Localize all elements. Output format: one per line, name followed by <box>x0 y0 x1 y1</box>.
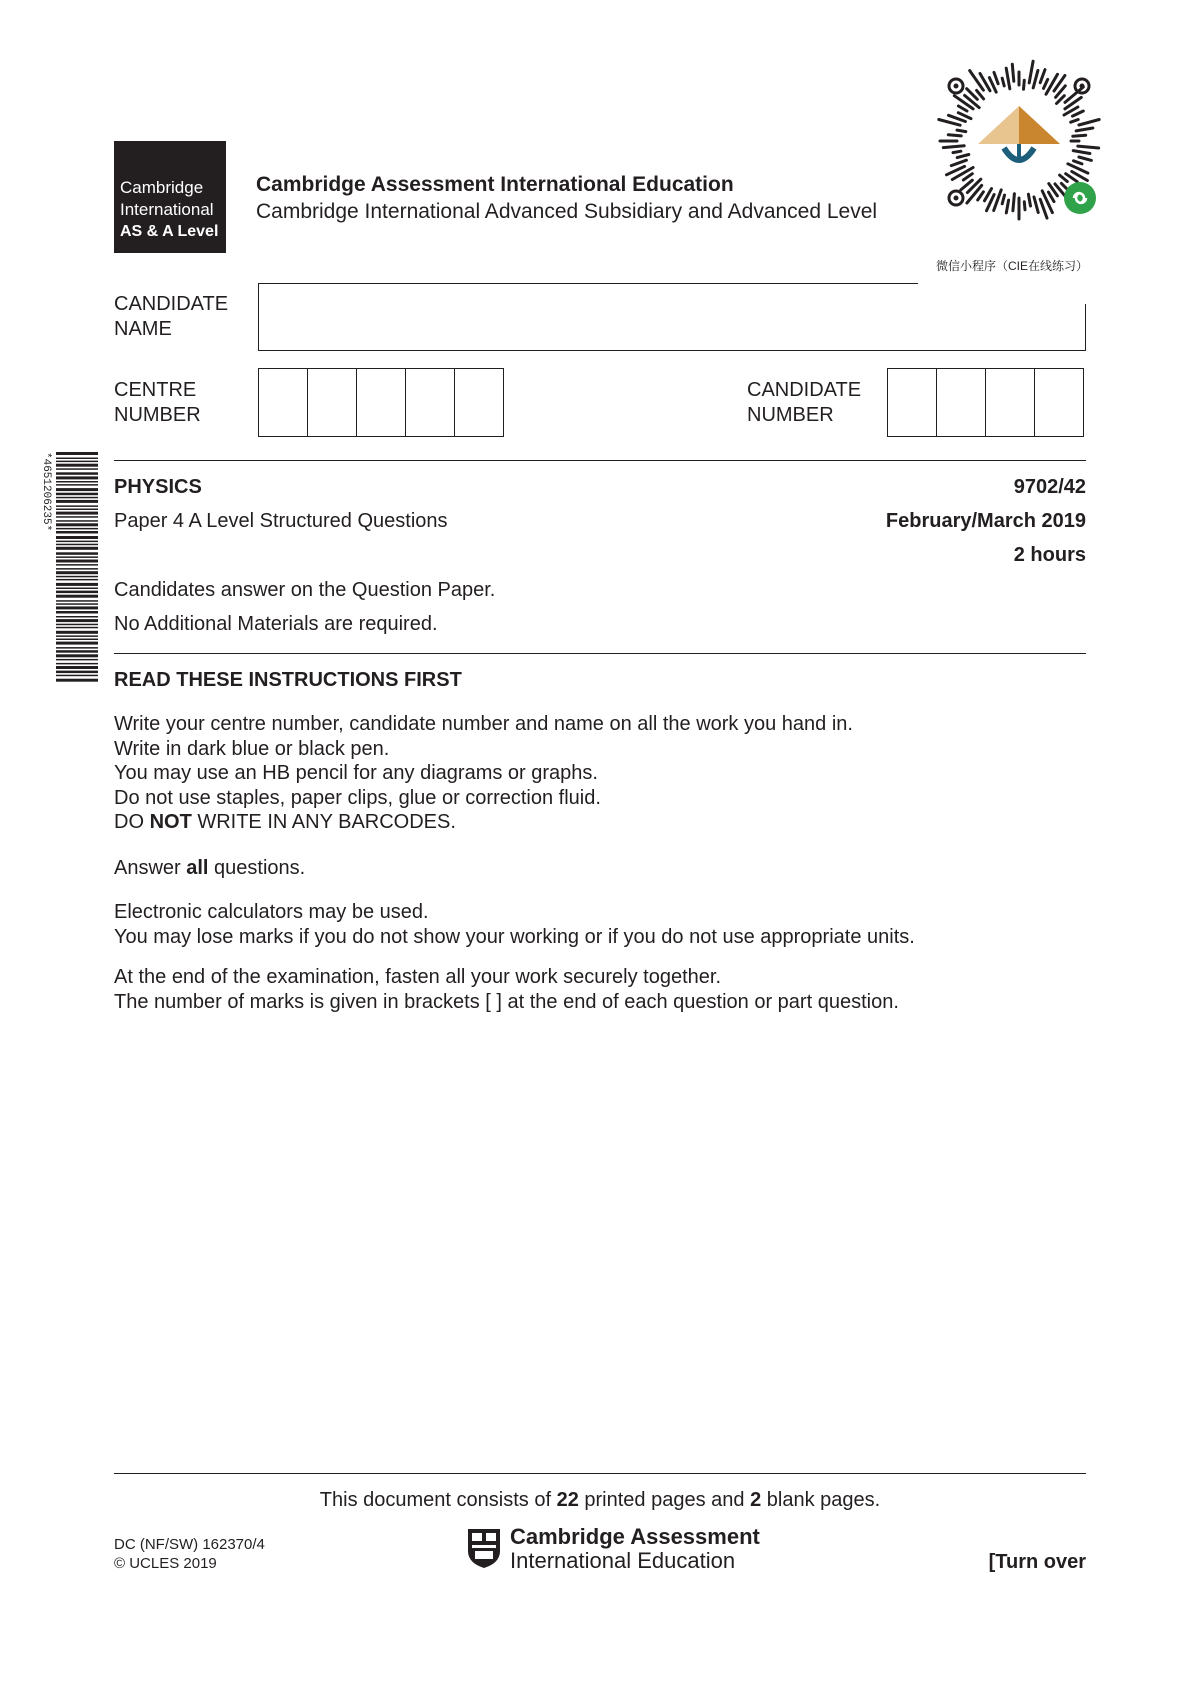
barcode-bar <box>56 461 98 463</box>
qr-ray <box>951 160 966 165</box>
barcode-bar <box>56 675 98 677</box>
qr-ray <box>1073 151 1090 154</box>
exam-session: February/March 2019 <box>885 510 1086 532</box>
qr-ray <box>1076 128 1093 131</box>
qr-ray <box>1079 120 1099 126</box>
candidate-number-label: CANDIDATE NUMBER <box>747 379 862 426</box>
qr-ray <box>1013 194 1015 211</box>
qr-ray <box>1028 194 1030 206</box>
crest-icon <box>466 1527 502 1569</box>
centre-digit-box[interactable] <box>356 368 406 437</box>
barcode-bar <box>56 556 98 558</box>
barcode-bar <box>56 472 98 475</box>
bottom-logo-line-2: International Education <box>510 1548 736 1573</box>
barcode-bar <box>56 588 98 590</box>
page-count-note: This document consists of 22 printed pages and 2 blank pages. <box>319 1489 881 1511</box>
barcode-bar <box>56 523 98 526</box>
barcode-bar <box>56 635 98 637</box>
barcode-bar <box>56 591 98 594</box>
qr-ray <box>1049 192 1055 202</box>
barcode-bar <box>56 627 98 629</box>
barcode-bar <box>56 666 98 669</box>
barcode-bar <box>56 600 98 602</box>
divider <box>114 460 1086 461</box>
barcode-bar <box>56 647 98 649</box>
barcode-bar <box>56 536 98 539</box>
barcode-bar <box>56 505 98 507</box>
qr-ray <box>948 135 961 136</box>
centre-digit-box[interactable] <box>307 368 357 437</box>
candidate-digit-box[interactable] <box>887 368 937 437</box>
barcode-bar <box>56 544 98 546</box>
qr-ray <box>957 155 969 158</box>
instructions-block-3 <box>114 900 915 949</box>
instruction-line: You may use an HB pencil for any diagrams or graphs. <box>114 762 598 784</box>
qr-ray <box>1065 87 1083 102</box>
qr-ray <box>954 96 973 109</box>
qr-ray <box>1034 197 1038 213</box>
candidate-digit-box[interactable] <box>936 368 986 437</box>
barcode-bar <box>56 520 98 522</box>
qr-ray <box>1040 70 1045 83</box>
candidate-number-boxes[interactable] <box>887 368 1084 437</box>
barcode-bar <box>56 528 98 530</box>
qr-ray <box>963 174 972 180</box>
qr-ray <box>943 146 964 148</box>
barcode-bar <box>56 552 98 555</box>
barcode-bar <box>56 579 98 581</box>
barcode-bar <box>56 606 98 609</box>
candidate-barcode <box>42 452 98 684</box>
barcode-bar <box>56 458 98 460</box>
qr-ray <box>1060 175 1068 181</box>
candidate-digit-box[interactable] <box>1034 368 1084 437</box>
instruction-line: Electronic calculators may be used. <box>114 901 429 923</box>
paper-title: Paper 4 A Level Structured Questions <box>114 510 448 532</box>
qr-ray <box>1074 161 1083 164</box>
exam-board-name: Cambridge Assessment International Education <box>256 173 734 196</box>
answer-note: Candidates answer on the Question Paper. <box>114 579 496 601</box>
instructions-block-1 <box>114 712 853 835</box>
qr-ray <box>958 106 967 111</box>
barcode-bar <box>56 541 98 543</box>
barcode-bar <box>56 603 98 605</box>
qr-ray <box>939 120 960 126</box>
logo-line-2: International <box>120 200 214 219</box>
centre-digit-box[interactable] <box>454 368 504 437</box>
qr-ray <box>1071 120 1079 123</box>
candidate-digit-box[interactable] <box>985 368 1035 437</box>
barcode-bar <box>56 493 98 496</box>
barcode-bar <box>56 464 98 467</box>
barcode-bar <box>56 531 98 534</box>
copyright: © UCLES 2019 <box>114 1555 217 1572</box>
instructions-heading: READ THESE INSTRUCTIONS FIRST <box>114 669 462 691</box>
cambridge-international-logo <box>114 141 226 253</box>
qr-ray <box>994 72 998 83</box>
barcode-bar <box>56 568 98 570</box>
doc-code: DC (NF/SW) 162370/4 <box>114 1536 265 1553</box>
barcode-bar <box>56 509 98 511</box>
barcode-bar <box>56 571 98 574</box>
qr-ray <box>1033 71 1038 88</box>
instruction-line: You may lose marks if you do not show your working or if you do not use appropriate units. <box>114 925 915 948</box>
barcode-bar <box>56 560 98 563</box>
qr-ray <box>1002 78 1004 86</box>
instructions-block-4 <box>114 965 899 1014</box>
instruction-line: Write in dark blue or black pen. <box>114 737 390 760</box>
barcode-bar <box>56 679 98 682</box>
qr-ray <box>1044 79 1048 88</box>
answer-all-instruction: Answer all questions. <box>114 857 306 879</box>
barcode-bar <box>56 481 98 483</box>
qr-caption: 微信小程序（CIE在线练习） <box>936 259 1089 273</box>
barcode-warning: DO NOT WRITE IN ANY BARCODES. <box>114 811 456 833</box>
barcode-bar <box>56 468 98 470</box>
centre-digit-box[interactable] <box>405 368 455 437</box>
barcode-bar <box>56 631 98 634</box>
instruction-line: The number of marks is given in brackets [ ] at the end of each question or part question. <box>114 990 899 1013</box>
qualification-name: Cambridge International Advanced Subsidiary and Advanced Level <box>256 200 878 223</box>
bottom-logo-line-1: Cambridge Assessment <box>510 1524 760 1549</box>
name-box-notch <box>918 276 1090 304</box>
qr-ray <box>1046 74 1058 94</box>
qr-ray <box>967 185 982 203</box>
qr-ray <box>1073 111 1084 116</box>
barcode-bar <box>56 497 98 499</box>
turn-over: [Turn over <box>988 1551 1086 1573</box>
qr-ray <box>1002 195 1004 204</box>
barcode-bar <box>56 616 98 618</box>
centre-number-boxes[interactable] <box>258 368 504 437</box>
barcode-bar <box>56 659 98 661</box>
footer-divider <box>114 1473 1086 1474</box>
barcode-bar <box>56 650 98 653</box>
barcode-bar <box>56 547 98 550</box>
barcode-bar <box>56 595 98 598</box>
logo-line-3: AS & A Level <box>120 223 219 240</box>
logo-line-1: Cambridge <box>120 178 204 197</box>
subject: PHYSICS <box>114 476 202 498</box>
syllabus-code: 9702/42 <box>1013 476 1086 498</box>
qr-ray <box>958 113 971 119</box>
qr-ray <box>1079 157 1092 160</box>
qr-ray <box>957 130 966 132</box>
barcode-bar <box>56 654 98 657</box>
barcode-bar <box>56 611 98 614</box>
qr-ray <box>978 192 984 200</box>
mini-program-qr-icon <box>926 48 1112 234</box>
centre-digit-box[interactable] <box>258 368 308 437</box>
barcode-bar <box>56 639 98 641</box>
barcode-bar <box>56 671 98 674</box>
barcode-bar <box>56 500 98 503</box>
document-reference <box>114 1535 265 1573</box>
barcode-bar <box>56 512 98 515</box>
barcode-bar <box>56 564 98 566</box>
qr-ray <box>1078 146 1099 148</box>
qr-ray <box>1024 202 1025 210</box>
barcode-bar <box>56 663 98 665</box>
instruction-line: Do not use staples, paper clips, glue or correction fluid. <box>114 786 601 809</box>
qr-ray <box>953 151 961 152</box>
barcode-bar <box>56 619 98 622</box>
materials-note: No Additional Materials are required. <box>114 613 438 635</box>
barcode-bar <box>56 452 98 455</box>
qr-ray <box>1006 200 1008 213</box>
barcode-bar <box>56 642 98 645</box>
name-box-top-edge <box>258 283 918 284</box>
barcode-digits: *4651206235* <box>40 452 52 532</box>
barcode-bar <box>56 488 98 491</box>
qr-ray <box>1024 80 1025 89</box>
qr-ray <box>1006 68 1010 89</box>
qr-ray <box>1012 64 1014 81</box>
candidate-name-label: CANDIDATE NAME <box>114 293 229 340</box>
qr-ray <box>1073 135 1086 136</box>
barcode-bar <box>56 516 98 518</box>
barcode-bar <box>56 624 98 626</box>
instruction-line: At the end of the examination, fasten all your work securely together. <box>114 966 722 988</box>
barcode-bar <box>56 484 98 486</box>
qr-ray <box>994 190 1002 211</box>
exam-duration: 2 hours <box>1013 544 1086 566</box>
instruction-line: Write your centre number, candidate number and name on all the work you hand in. <box>114 713 853 735</box>
divider <box>114 653 1086 654</box>
barcode-bar <box>56 476 98 479</box>
barcode-bar <box>56 576 98 578</box>
qr-ray <box>1029 61 1033 83</box>
centre-number-label: CENTRE NUMBER <box>114 379 201 426</box>
barcode-bar <box>56 583 98 586</box>
